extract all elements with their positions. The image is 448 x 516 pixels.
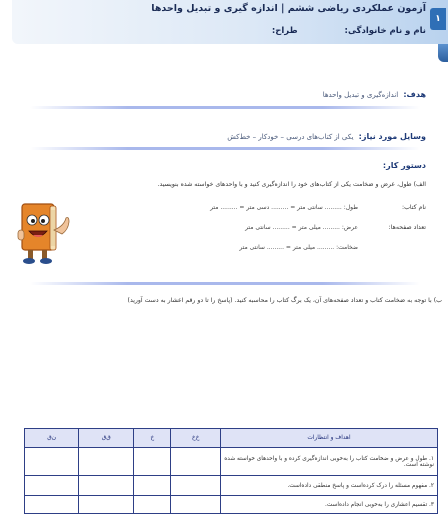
part-b-text: ب) با توجه به ضخامت کتاب و تعداد صفحه‌های آن، یک برگ کتاب را محاسبه کنید. (پاسخ را تا دو رقم اعشار به دست آورید) [127,297,442,304]
rubric-cell[interactable] [79,448,134,476]
rubric-criterion: ۲. مفهوم مسئله را درک کرده‌است و پاسخ منطقی داده‌است. [221,476,438,496]
rubric-row [25,496,438,514]
rubric-cell[interactable] [171,448,221,476]
side-accent [438,44,448,62]
book-name-label: نام کتاب: [401,204,426,211]
goal-text: اندازه‌گیری و تبدیل واحدها [322,91,399,99]
rubric-cell[interactable] [134,448,171,476]
rubric-header-score-3: ق‌ق [79,429,134,448]
tools-section [227,124,426,143]
rubric-header-score-2: خ [134,429,171,448]
rubric-cell[interactable] [25,448,79,476]
rubric-header-row [25,429,438,448]
header-fields [228,26,426,36]
part-a-text: الف) طول، عرض و ضخامت یکی از کتاب‌های خود را اندازه‌گیری کنید و با واحدهای خواسته شده بنویسید. [157,181,426,188]
page-count-label: تعداد صفحه‌ها: [388,224,426,231]
rubric-cell[interactable] [171,496,221,514]
book-mascot-illustration [16,200,74,266]
rubric-header-score-1: خ‌خ [171,429,221,448]
divider-3 [30,282,420,285]
rubric-row [25,448,438,476]
rubric-row [25,476,438,496]
goal-label: هدف: [403,90,426,99]
rubric-criterion: ۱. طول و عرض و ضخامت کتاب را به‌خوبی اندازه‌گیری کرده و با واحدهای خواسته شده نوشته است. [221,448,438,476]
rubric-cell[interactable] [171,476,221,496]
rubric-header-score-4: ن‌ق [25,429,79,448]
rubric-criterion: ۳. تقسیم اعشاری را به‌خوبی انجام داده‌است. [221,496,438,514]
designer-label: طراح: [271,26,298,36]
divider-2 [30,147,420,150]
divider-1 [30,106,420,109]
instructions-label: دستور کار: [382,161,426,170]
rubric-cell[interactable] [134,496,171,514]
rubric-cell[interactable] [79,496,134,514]
thickness-line: ضخامت: ......... میلی متر = ......... سانتی متر [239,244,358,251]
width-line: عرض: ......... میلی متر = ......... سانتی متر [245,224,358,231]
rubric-cell[interactable] [79,476,134,496]
tools-text: یکی از کتاب‌های درسی – خودکار – خط‌کش [227,133,354,141]
rubric-header-goals: اهداف و انتظارات [221,429,438,448]
student-name-label: نام و نام خانوادگی: [344,26,426,36]
length-line: طول: ......... سانتی متر = ......... دسی متر = ......... متر [210,204,358,211]
rubric-cell[interactable] [25,476,79,496]
rubric-cell[interactable] [134,476,171,496]
tools-label: وسایل مورد نیاز: [358,132,426,141]
goal-section [323,82,426,101]
rubric-table [24,428,438,514]
page-number-badge: ۱ [430,8,446,30]
header-banner [12,0,448,44]
rubric-cell[interactable] [25,496,79,514]
page-title: آزمون عملکردی ریاضی ششم | اندازه گیری و تبدیل واحدها [151,3,426,14]
